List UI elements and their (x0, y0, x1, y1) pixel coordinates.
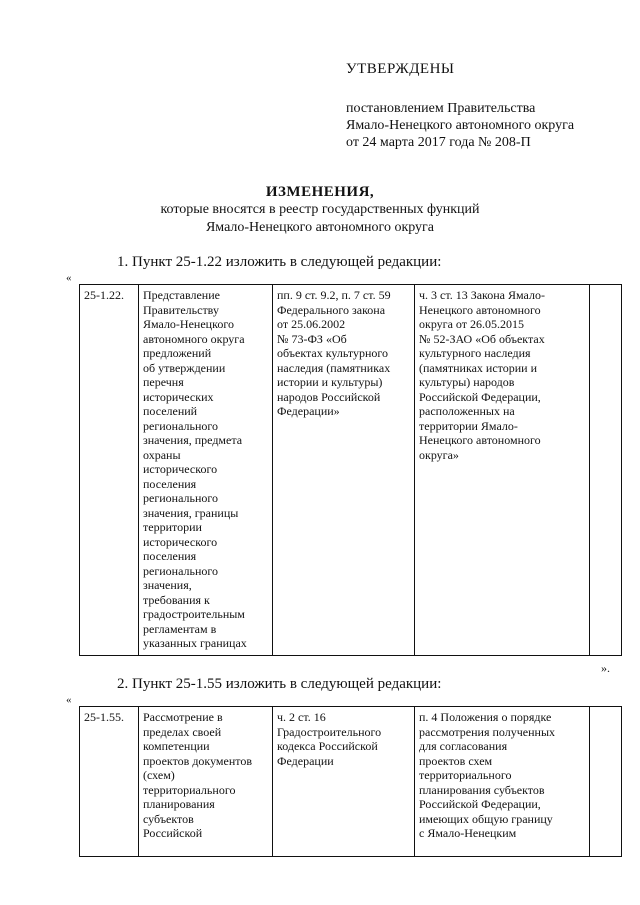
row-number: 25-1.55. (80, 707, 139, 857)
regional-legal-basis: п. 4 Положения о порядке рассмотрения полученных для согласования проектов схем территориального планирования субъектов Российской Федерации, имеющих общую границу с Ямало-Ненецким (415, 707, 590, 857)
document-subtitle-line-2: Ямало-Ненецкого автономного округа (205, 220, 435, 235)
item-1-open-quote: « (66, 272, 72, 284)
document-title: ИЗМЕНЕНИЯ, (265, 184, 375, 200)
row-number: 25-1.22. (80, 285, 139, 656)
approval-block (346, 60, 626, 151)
document-subtitle-line-1: которые вносятся в реестр государственных функций (160, 202, 480, 217)
item-2-heading: 2. Пункт 25-1.55 изложить в следующей редакции: (117, 676, 442, 692)
federal-legal-basis: ч. 2 ст. 16 Градостроительного кодекса Российской Федерации (273, 707, 415, 857)
table-row (80, 285, 622, 656)
federal-legal-basis: пп. 9 ст. 9.2, п. 7 ст. 59 Федерального закона от 25.06.2002 № 73-ФЗ «Об объектах культурного наследия (памятниках истории и культуры) народов Российской Федерации» (273, 285, 415, 656)
empty-cell (590, 707, 622, 857)
function-name: Представление Правительству Ямало-Ненецкого автономного округа предложений об утверждении перечня исторических поселений регионального значения, предмета охраны исторического поселения регионального значения, границы территории исторического поселения регионального значения, требования к градостроительным регламентам в указанных границах (139, 285, 273, 656)
item-1-close-quote: ». (601, 661, 610, 675)
empty-cell (590, 285, 622, 656)
item-2-table (79, 706, 622, 857)
regional-legal-basis: ч. 3 ст. 13 Закона Ямало- Ненецкого автономного округа от 26.05.2015 № 52-ЗАО «Об объектах культурного наследия (памятниках истории и культуры) народов Российской Федерации, расположенных на территории Ямало- Ненецкого автономного округа» (415, 285, 590, 656)
approval-line-1: постановлением Правительства (346, 101, 536, 116)
table-row (80, 707, 622, 857)
approval-line-2: Ямало-Ненецкого автономного округа (346, 118, 575, 133)
item-1-heading: 1. Пункт 25-1.22 изложить в следующей редакции: (117, 254, 442, 270)
approval-line-3: от 24 марта 2017 года № 208-П (346, 135, 531, 150)
item-2-open-quote: « (66, 694, 72, 706)
item-1-table (79, 284, 622, 656)
approval-title: УТВЕРЖДЕНЫ (346, 61, 455, 77)
function-name: Рассмотрение в пределах своей компетенции проектов документов (схем) территориального планирования субъектов Российской (139, 707, 273, 857)
